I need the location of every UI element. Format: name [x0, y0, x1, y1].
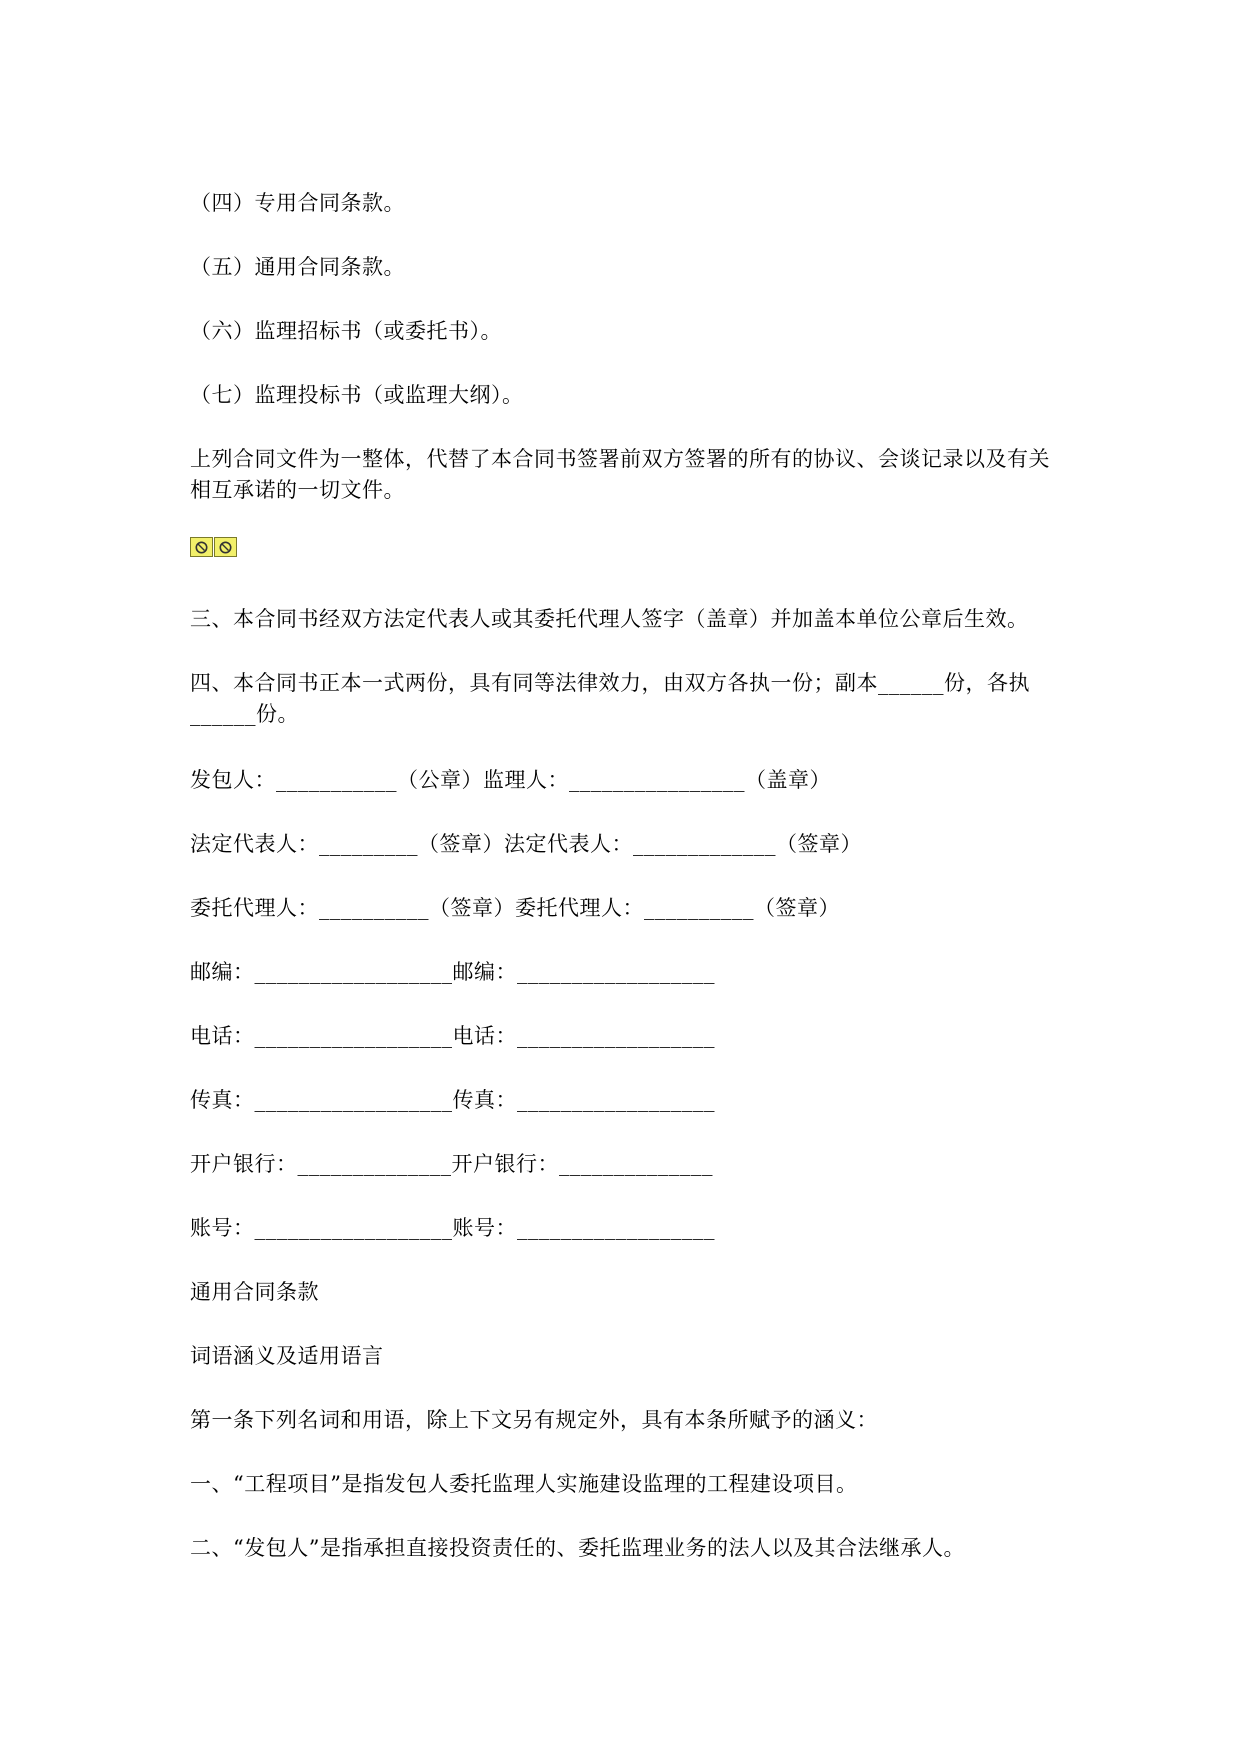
link-icon[interactable]	[190, 537, 213, 557]
postcode-row: 邮编：__________________邮编：__________________	[190, 960, 715, 984]
article-one: 第一条下列名词和用语，除上下文另有规定外，具有本条所赋予的涵义：	[190, 1408, 878, 1432]
list-item-7: （七）监理投标书（或监理大纲）。	[190, 383, 524, 407]
definition-two: 二、“发包人”是指承担直接投资责任的、委托监理业务的法人以及其合法继承人。	[190, 1536, 965, 1560]
agent-row: 委托代理人：__________（签章）委托代理人：__________（签章）	[190, 896, 840, 920]
list-item-6: （六）监理招标书（或委托书）。	[190, 319, 502, 343]
definition-one: 一、“工程项目”是指发包人委托监理人实施建设监理的工程建设项目。	[190, 1472, 858, 1496]
fax-row: 传真：__________________传真：__________________	[190, 1088, 715, 1112]
subsection-heading: 词语涵义及适用语言	[190, 1344, 384, 1368]
party-row: 发包人：___________（公章）监理人：________________（盖章）	[190, 768, 831, 792]
paragraph-documents: 上列合同文件为一整体，代替了本合同书签署前双方签署的所有的协议、会谈记录以及有关相互承诺的一切文件。	[190, 447, 1050, 502]
legal-rep-row: 法定代表人：_________（签章）法定代表人：_____________（签章）	[190, 832, 862, 856]
section-heading: 通用合同条款	[190, 1280, 319, 1304]
account-row: 账号：__________________账号：__________________	[190, 1216, 715, 1240]
link-icon[interactable]	[214, 537, 237, 557]
clause-three: 三、本合同书经双方法定代表人或其委托代理人签字（盖章）并加盖本单位公章后生效。	[190, 607, 1029, 631]
clause-four: 四、本合同书正本一式两份，具有同等法律效力，由双方各执一份；副本______份，各执______份。	[190, 671, 1030, 726]
bank-row: 开户银行：______________开户银行：______________	[190, 1152, 713, 1176]
embedded-icons	[190, 537, 237, 557]
phone-row: 电话：__________________电话：__________________	[190, 1024, 715, 1048]
list-item-4: （四）专用合同条款。	[190, 191, 405, 215]
list-item-5: （五）通用合同条款。	[190, 255, 405, 279]
